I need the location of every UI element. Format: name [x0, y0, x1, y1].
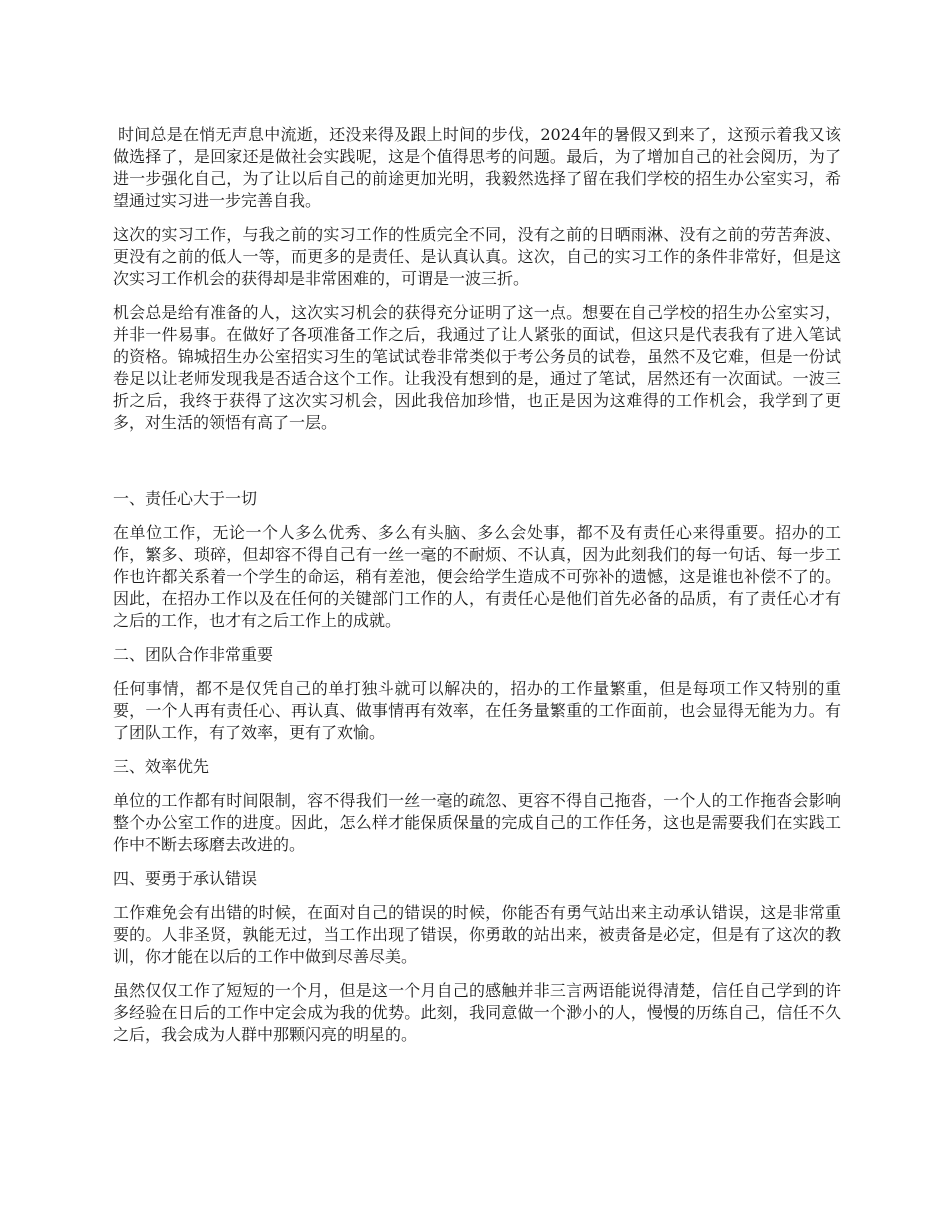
closing-paragraph: 虽然仅仅工作了短短的一个月，但是这一个月自己的感触并非三言两语能说得清楚，信任自己学到的许多经验在日后的工作中定会成为我的优势。此刻，我同意做一个渺小的人，慢慢的历练自己，信任不久之后，我会成为人群中那颗闪亮的明星的。	[113, 981, 841, 1044]
intro-paragraph-1: 时间总是在悄无声息中流逝，还没来得及跟上时间的步伐，2024年的暑假又到来了，这预示着我又该做选择了，是回家还是做社会实践呢，这是个值得思考的问题。最后，为了增加自己的社会阅历，为了进一步强化自己，为了让以后自己的前途更加光明，我毅然选择了留在我们学校的招生办公室实习，希望通过实习进一步完善自我。	[113, 125, 841, 210]
document-page	[113, 124, 841, 1058]
section-heading-4: 四、要勇于承认错误	[113, 869, 258, 888]
section-body-3: 单位的工作都有时间限制，容不得我们一丝一毫的疏忽、更容不得自己拖沓，一个人的工作拖沓会影响整个办公室工作的进度。因此，怎么样才能保质保量的完成自己的工作任务，这也是需要我们在实践工作中不断去琢磨去改进的。	[113, 791, 841, 854]
section-heading-2: 二、团队合作非常重要	[113, 645, 274, 664]
section-body-2: 任何事情，都不是仅凭自己的单打独斗就可以解决的，招办的工作量繁重，但是每项工作又特别的重要，一个人再有责任心、再认真、做事情再有效率，在任务量繁重的工作面前，也会显得无能为力。有了团队工作，有了效率，更有了欢愉。	[113, 679, 841, 742]
section-body-1: 在单位工作，无论一个人多么优秀、多么有头脑、多么会处事，都不及有责任心来得重要。招办的工作，繁多、琐碎，但却容不得自己有一丝一毫的不耐烦、不认真，因为此刻我们的每一句话、每一步工作也许都关系着一个学生的命运，稍有差池，便会给学生造成不可弥补的遗憾，这是谁也补偿不了的。因此，在招办工作以及在任何的关键部门工作的人，有责任心是他们首先必备的品质，有了责任心才有之后的工作，也才有之后工作上的成就。	[113, 523, 841, 630]
section-heading-3: 三、效率优先	[113, 757, 210, 776]
section-heading-1: 一、责任心大于一切	[113, 489, 258, 508]
section-body-4: 工作难免会有出错的时候，在面对自己的错误的时候，你能否有勇气站出来主动承认错误，这是非常重要的。人非圣贤，孰能无过，当工作出现了错误，你勇敢的站出来，被责备是必定，但是有了这次的教训，你才能在以后的工作中做到尽善尽美。	[113, 903, 841, 966]
intro-paragraph-3: 机会总是给有准备的人，这次实习机会的获得充分证明了这一点。想要在自己学校的招生办公室实习，并非一件易事。在做好了各项准备工作之后，我通过了让人紧张的面试，但这只是代表我有了进入笔试的资格。锦城招生办公室招实习生的笔试试卷非常类似于考公务员的试卷，虽然不及它难，但是一份试卷足以让老师发现我是否适合这个工作。让我没有想到的是，通过了笔试，居然还有一次面试。一波三折之后，我终于获得了这次实习机会，因此我倍加珍惜，也正是因为这难得的工作机会，我学到了更多，对生活的领悟有高了一层。	[113, 303, 841, 432]
intro-paragraph-2: 这次的实习工作，与我之前的实习工作的性质完全不同，没有之前的日晒雨淋、没有之前的劳苦奔波、更没有之前的低人一等，而更多的是责任、是认真认真。这次，自己的实习工作的条件非常好，但是这次实习工作机会的获得却是非常困难的，可谓是一波三折。	[113, 225, 841, 288]
section-gap	[113, 446, 841, 488]
